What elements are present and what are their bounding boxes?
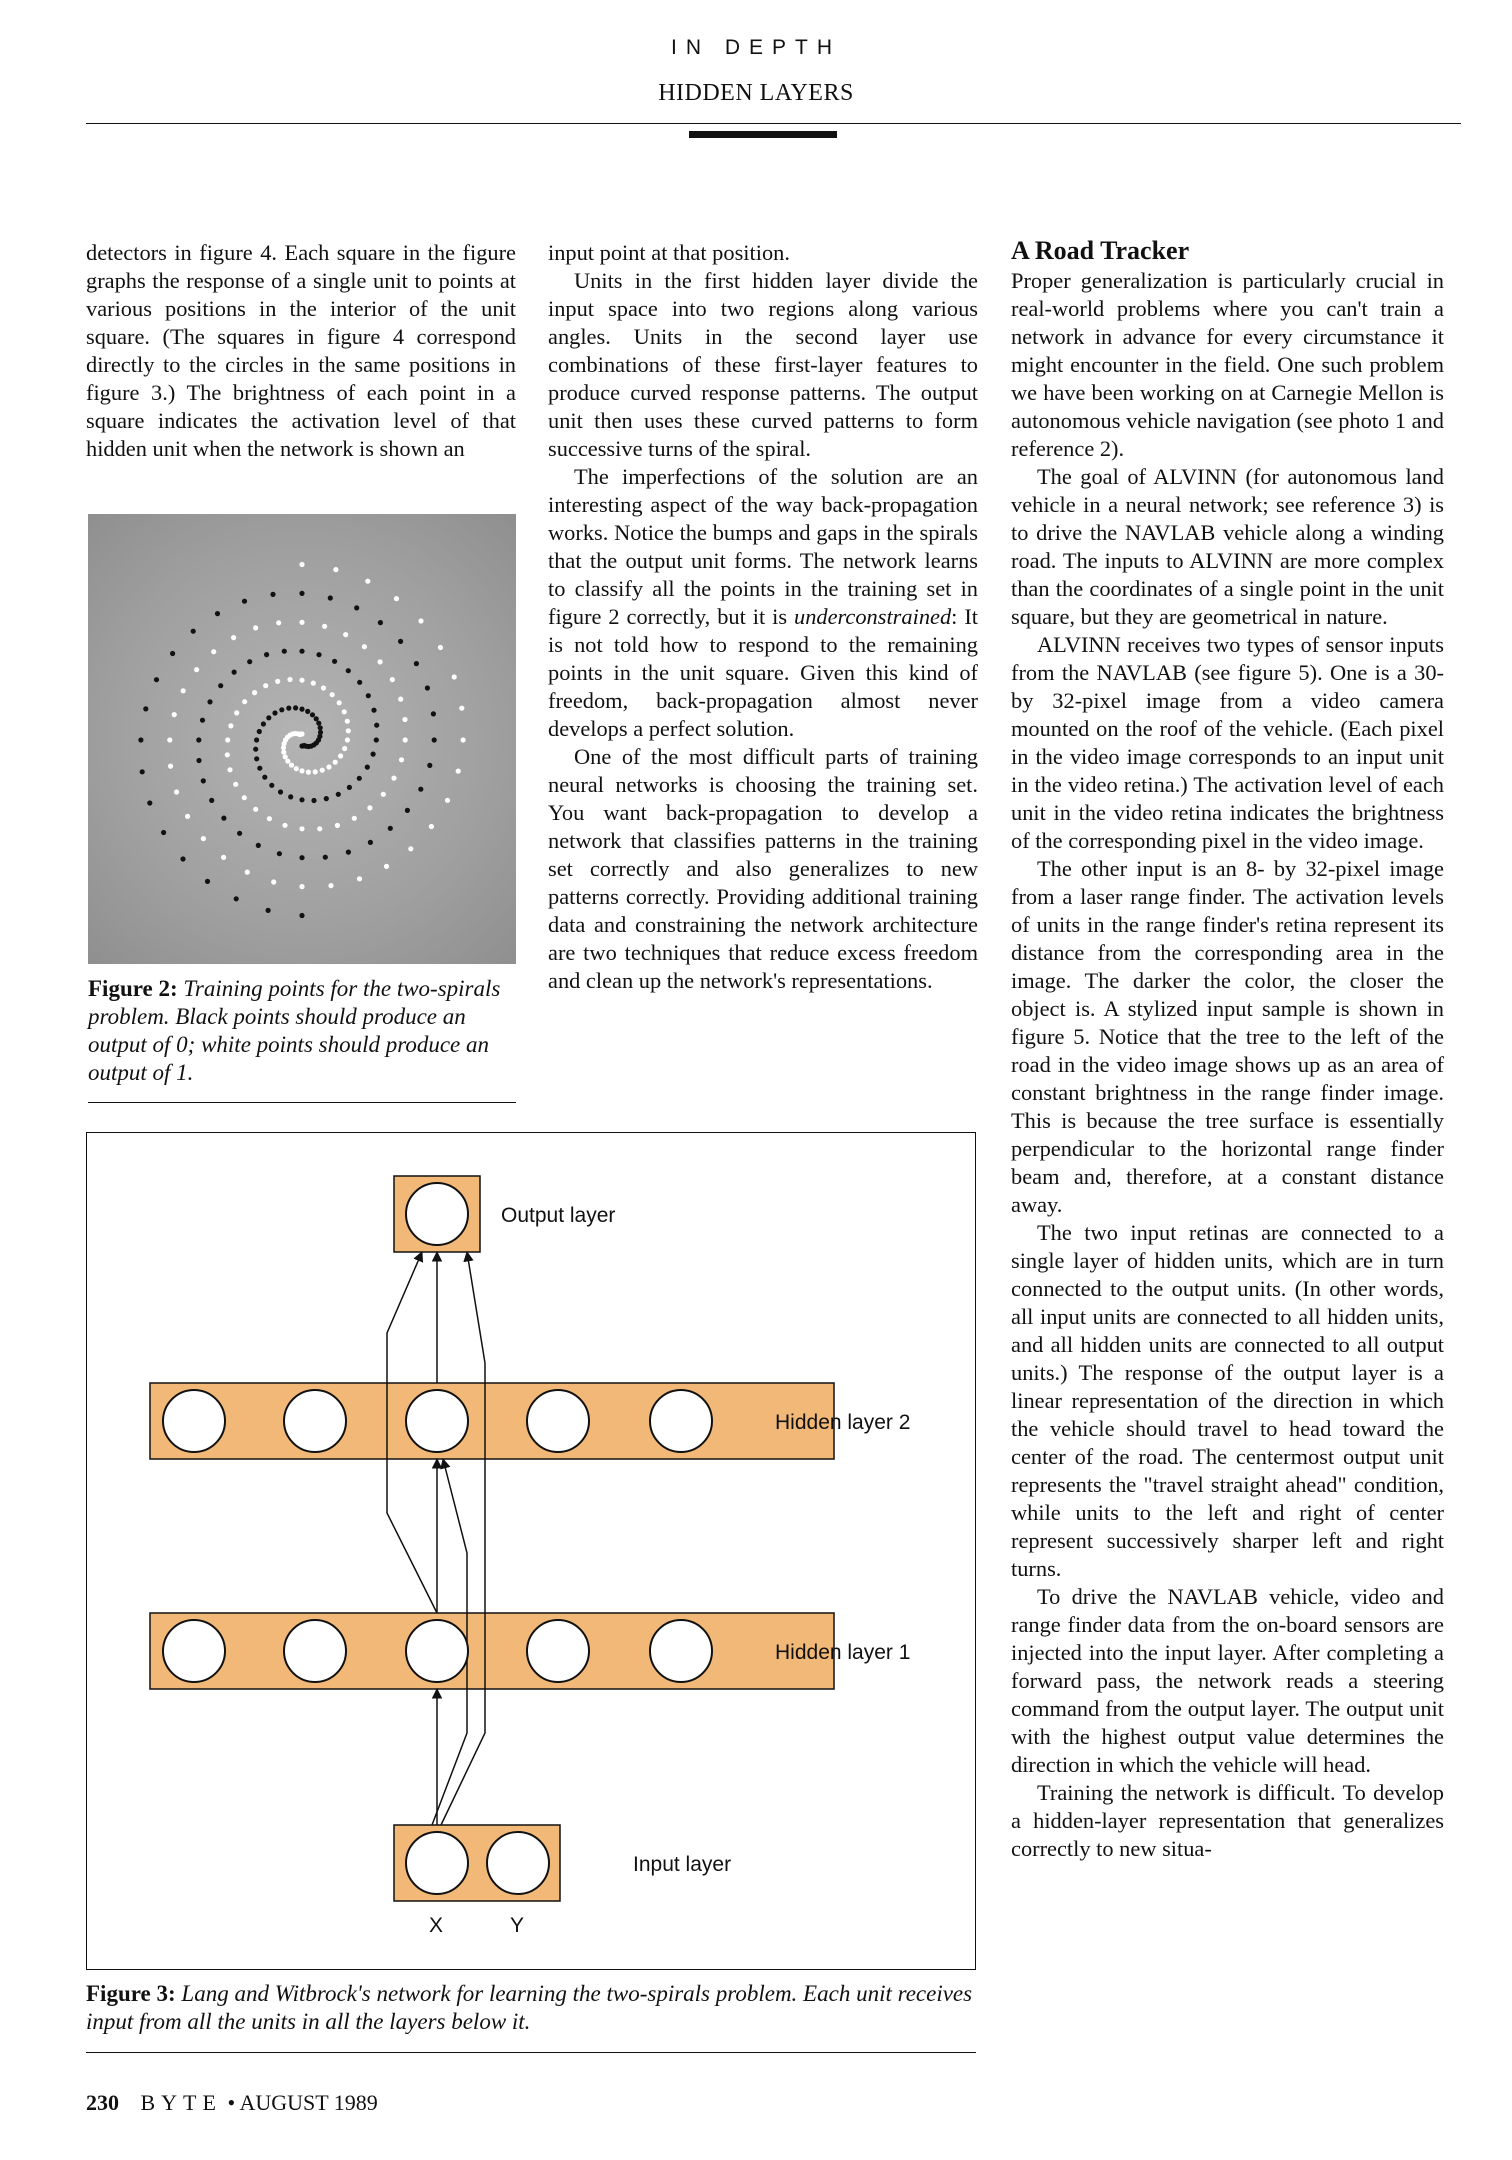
- black-training-point: [138, 737, 143, 742]
- white-training-point: [252, 690, 257, 695]
- white-training-point: [242, 795, 247, 800]
- figure-3-rule: [86, 2052, 976, 2053]
- white-training-point: [394, 596, 399, 601]
- black-training-point: [191, 629, 196, 634]
- hidden2-unit: [163, 1390, 225, 1452]
- white-training-point: [445, 798, 450, 803]
- black-training-point: [266, 908, 271, 913]
- white-training-point: [322, 624, 327, 629]
- black-training-point: [242, 599, 247, 604]
- paragraph-text: The imperfections of the solution are an interesting aspect of the way back-propagation works. Notice the bumps and gaps in the spirals that the output unit forms. The network learns to classify all the points in the training set in figure 2 correctly, but it is: [548, 464, 978, 629]
- white-training-point: [418, 618, 423, 623]
- black-training-point: [279, 707, 284, 712]
- white-training-point: [311, 681, 316, 686]
- white-training-point: [276, 620, 281, 625]
- black-training-point: [180, 856, 185, 861]
- hidden-layer-1-box: [150, 1613, 834, 1689]
- black-training-point: [378, 620, 383, 625]
- white-training-point: [299, 768, 304, 773]
- white-training-point: [201, 836, 206, 841]
- black-training-point: [286, 706, 291, 711]
- black-training-point: [200, 718, 205, 723]
- white-training-point: [228, 723, 233, 728]
- hidden1-unit: [650, 1620, 712, 1682]
- paragraph: input point at that position.: [548, 240, 790, 265]
- white-training-point: [267, 816, 272, 821]
- black-training-point: [388, 826, 393, 831]
- page-number: 230: [86, 2090, 119, 2115]
- white-training-point: [346, 728, 351, 733]
- black-training-point: [366, 693, 371, 698]
- black-training-point: [299, 707, 304, 712]
- white-training-point: [281, 745, 286, 750]
- input-x-label: X: [429, 1914, 444, 1937]
- header-bar: [689, 131, 837, 138]
- white-training-point: [362, 644, 367, 649]
- black-training-point: [299, 649, 304, 654]
- black-training-point: [209, 798, 214, 803]
- white-training-point: [452, 674, 457, 679]
- black-training-point: [299, 591, 304, 596]
- black-training-point: [161, 830, 166, 835]
- black-training-point: [371, 752, 376, 757]
- black-training-point: [365, 765, 370, 770]
- input-unit-y: [487, 1832, 549, 1894]
- white-training-point: [330, 692, 335, 697]
- spiral-points: [88, 514, 516, 964]
- hidden2-unit: [406, 1390, 468, 1452]
- white-training-point: [231, 635, 236, 640]
- white-training-point: [342, 709, 347, 714]
- white-training-point: [402, 717, 407, 722]
- white-training-point: [335, 823, 340, 828]
- black-training-point: [357, 776, 362, 781]
- white-training-point: [357, 876, 362, 881]
- white-training-point: [384, 864, 389, 869]
- black-training-point: [256, 843, 261, 848]
- figure-3-label: Figure 3:: [86, 1981, 176, 2006]
- black-training-point: [354, 605, 359, 610]
- black-training-point: [170, 651, 175, 656]
- black-training-point: [346, 850, 351, 855]
- white-training-point: [342, 746, 347, 751]
- white-training-point: [328, 883, 333, 888]
- output-unit: [406, 1183, 468, 1245]
- black-training-point: [310, 712, 315, 717]
- magazine-name: BYTE: [140, 2090, 222, 2115]
- paragraph: Training the network is difficult. To develop a hidden-layer representation that generalizes correctly to new situa-: [1011, 1780, 1444, 1861]
- black-training-point: [257, 766, 262, 771]
- black-training-point: [288, 794, 293, 799]
- black-training-point: [398, 639, 403, 644]
- black-training-point: [374, 737, 379, 742]
- hidden1-unit: [406, 1620, 468, 1682]
- white-training-point: [167, 737, 172, 742]
- black-training-point: [299, 855, 304, 860]
- black-training-point: [147, 800, 152, 805]
- emphasis-text: underconstrained: [794, 604, 952, 629]
- white-training-point: [275, 679, 280, 684]
- paragraph: detectors in figure 4. Each square in the figure graphs the response of a single unit to points at various positions in the interior of the unit square. (The squares in figure 4 correspond directly to the circles in the same positions in figure 3.) The brightness of each point in a square indicates the activation level of that hidden unit when the network is shown an: [86, 240, 516, 461]
- black-training-point: [328, 595, 333, 600]
- paragraph: Proper generalization is particularly crucial in real-world problems where you can't train a network in advance for every circumstance it might encounter in the field. One such problem we have been working on at Carnegie Mellon is autonomous vehicle navigation (see photo 1 and reference 2).: [1011, 268, 1444, 461]
- white-training-point: [181, 688, 186, 693]
- black-training-point: [405, 808, 410, 813]
- white-training-point: [365, 579, 370, 584]
- white-training-point: [299, 562, 304, 567]
- white-training-point: [245, 870, 250, 875]
- black-training-point: [414, 661, 419, 666]
- white-training-point: [227, 767, 232, 772]
- black-training-point: [316, 652, 321, 657]
- black-training-point: [425, 685, 430, 690]
- paragraph: The goal of ALVINN (for autonomous land vehicle in a neural network; see reference 3) is to drive the NAVLAB vehicle along a winding road. The inputs to ALVINN are more complex than the coordinates of a single point in the unit square, but they are geometrical in nature.: [1011, 464, 1444, 629]
- black-training-point: [305, 709, 310, 714]
- black-training-point: [314, 716, 319, 721]
- black-training-point: [264, 652, 269, 657]
- black-training-point: [218, 683, 223, 688]
- figure-3-network-diagram: [86, 1132, 976, 1970]
- paragraph: One of the most difficult parts of training neural networks is choosing the training set. You want back-propagation to develop a network that classifies patterns in the training set correctly and also generalizes to new patterns correctly. Providing additional training data and constraining the network architecture are two techniques that reduce excess freedom and clean up the network's representations.: [548, 744, 978, 993]
- white-training-point: [333, 567, 338, 572]
- black-training-point: [347, 785, 352, 790]
- black-training-point: [269, 783, 274, 788]
- black-training-point: [221, 816, 226, 821]
- section-kicker: IN DEPTH: [670, 36, 841, 59]
- black-training-point: [277, 851, 282, 856]
- white-training-point: [281, 750, 286, 755]
- black-training-point: [154, 677, 159, 682]
- paragraph: Units in the first hidden layer divide the input space into two regions along various angles. Units in the second layer use combinations of these first-layer features to produce curved response patterns. The output unit then uses these curved patterns to form successive turns of the spiral.: [548, 268, 978, 461]
- black-training-point: [196, 758, 201, 763]
- white-training-point: [317, 826, 322, 831]
- black-training-point: [311, 798, 316, 803]
- black-training-point: [293, 705, 298, 710]
- black-training-point: [324, 796, 329, 801]
- figure-3-caption: [86, 1980, 986, 2036]
- connections: [387, 1252, 485, 1825]
- paragraph: The other input is an 8- by 32-pixel image from a laser range finder. The activation levels of units in the range finder's retina represent its distance from the corresponding area in the image. The darker the color, the closer the object is. A stylized input sample is shown in figure 5. Notice that the tree to the left of the road in the video image shows up as an area of constant brightness in the range finder image. This is because the tree surface is essentially perpendicular to the horizontal range finder beam and, therefore, at a constant distance away.: [1011, 856, 1444, 1217]
- white-training-point: [242, 699, 247, 704]
- hidden-layer-2-box: [150, 1383, 834, 1459]
- white-training-point: [299, 678, 304, 683]
- white-training-point: [338, 753, 343, 758]
- white-training-point: [174, 789, 179, 794]
- black-training-point: [261, 721, 266, 726]
- black-training-point: [278, 789, 283, 794]
- white-training-point: [429, 824, 434, 829]
- black-training-point: [205, 879, 210, 884]
- white-training-point: [289, 763, 294, 768]
- footer-separator: •: [227, 2090, 236, 2115]
- white-training-point: [321, 685, 326, 690]
- white-training-point: [263, 683, 268, 688]
- white-training-point: [294, 766, 299, 771]
- white-training-point: [378, 659, 383, 664]
- black-training-point: [247, 659, 252, 664]
- white-training-point: [345, 719, 350, 724]
- white-training-point: [282, 823, 287, 828]
- hidden-layer-1-label: Hidden layer 1: [775, 1641, 911, 1664]
- black-training-point: [332, 659, 337, 664]
- column-1: [86, 239, 516, 463]
- input-y-label: Y: [510, 1914, 525, 1937]
- black-training-point: [318, 725, 323, 730]
- white-training-point: [168, 764, 173, 769]
- hidden1-unit: [284, 1620, 346, 1682]
- white-training-point: [211, 649, 216, 654]
- white-training-point: [172, 712, 177, 717]
- black-training-point: [316, 721, 321, 726]
- figure-3-caption-text: Lang and Witbrock's network for learning the two-spirals problem. Each unit receives input from all the units in all the layers below it.: [86, 1981, 973, 2034]
- white-training-point: [234, 710, 239, 715]
- output-layer-label: Output layer: [501, 1204, 616, 1227]
- white-training-point: [233, 782, 238, 787]
- white-training-point: [185, 814, 190, 819]
- white-training-point: [287, 677, 292, 682]
- section-heading: A Road Tracker: [1011, 236, 1190, 265]
- black-training-point: [418, 787, 423, 792]
- paragraph: To drive the NAVLAB vehicle, video and range finder data from the on-board sensors are injected into the input layer. After completing a forward pass, the network reads a steering command from the output layer. The output unit with the highest output value determines the direction in which the vehicle will head.: [1011, 1584, 1444, 1777]
- white-training-point: [398, 697, 403, 702]
- white-training-point: [391, 776, 396, 781]
- figure-2-spiral-plot: [88, 514, 516, 964]
- black-training-point: [196, 737, 201, 742]
- black-training-point: [299, 913, 304, 918]
- header-rule: [86, 123, 1461, 124]
- white-training-point: [390, 677, 395, 682]
- column-3: [1011, 235, 1444, 1863]
- black-training-point: [254, 737, 259, 742]
- black-training-point: [201, 778, 206, 783]
- white-training-point: [225, 737, 230, 742]
- white-training-point: [459, 706, 464, 711]
- hidden2-unit: [527, 1390, 589, 1452]
- black-training-point: [234, 896, 239, 901]
- white-training-point: [326, 764, 331, 769]
- white-training-point: [225, 752, 230, 757]
- black-training-point: [272, 710, 277, 715]
- black-training-point: [282, 649, 287, 654]
- hidden1-unit: [527, 1620, 589, 1682]
- black-training-point: [318, 730, 323, 735]
- white-training-point: [283, 754, 288, 759]
- input-layer-label: Input layer: [633, 1853, 732, 1876]
- black-training-point: [431, 711, 436, 716]
- white-training-point: [352, 816, 357, 821]
- black-training-point: [357, 680, 362, 685]
- black-training-point: [323, 855, 328, 860]
- black-training-point: [270, 592, 275, 597]
- white-training-point: [299, 620, 304, 625]
- white-training-point: [438, 645, 443, 650]
- white-training-point: [271, 879, 276, 884]
- white-training-point: [461, 737, 466, 742]
- black-training-point: [215, 611, 220, 616]
- hidden2-unit: [650, 1390, 712, 1452]
- black-training-point: [143, 706, 148, 711]
- black-training-point: [207, 699, 212, 704]
- paragraph-text: : It is not told how to respond to the remaining points in the unit square. Given this kind of freedom, back-propagation almost never develops a perfect solution.: [548, 604, 978, 741]
- white-training-point: [399, 757, 404, 762]
- white-training-point: [403, 737, 408, 742]
- black-training-point: [432, 737, 437, 742]
- black-training-point: [254, 756, 259, 761]
- black-training-point: [266, 715, 271, 720]
- input-unit-x: [406, 1832, 468, 1894]
- white-training-point: [253, 807, 258, 812]
- white-training-point: [381, 792, 386, 797]
- black-training-point: [427, 763, 432, 768]
- column-2: [548, 239, 978, 995]
- black-training-point: [140, 769, 145, 774]
- black-training-point: [374, 723, 379, 728]
- paragraph: ALVINN receives two types of sensor inputs from the NAVLAB (see figure 5). One is a 30- by 32-pixel image from a video camera mounted on the roof of the vehicle. (Each pixel in the video image corresponds to an input unit in the video retina.) The activation level of each unit in the video retina indicates the brightness of the corresponding pixel in the video image.: [1011, 632, 1444, 853]
- white-training-point: [320, 768, 325, 773]
- white-training-point: [194, 667, 199, 672]
- white-training-point: [337, 700, 342, 705]
- white-training-point: [253, 625, 258, 630]
- white-training-point: [306, 770, 311, 775]
- hidden2-unit: [284, 1390, 346, 1452]
- black-training-point: [257, 729, 262, 734]
- black-training-point: [346, 668, 351, 673]
- black-training-point: [253, 747, 258, 752]
- white-training-point: [333, 760, 338, 765]
- black-training-point: [299, 797, 304, 802]
- figure-2-caption: [88, 975, 518, 1087]
- black-training-point: [371, 708, 376, 713]
- white-training-point: [456, 769, 461, 774]
- page-footer: [86, 2090, 378, 2116]
- article-title: HIDDEN LAYERS: [658, 80, 854, 106]
- hidden-layer-2-label: Hidden layer 2: [775, 1411, 911, 1434]
- black-training-point: [237, 831, 242, 836]
- white-training-point: [299, 826, 304, 831]
- paragraph: The two input retinas are connected to a single layer of hidden units, which are in turn connected to the output units. (In other words, all input units are connected to all hidden units, and all hidden units are connected to all output units.) The response of the output layer is a linear representation of the direction in which the vehicle should travel to head toward the center of the road. The centermost output unit represents the "travel straight ahead" condition, while units to the left and right of center represent successively sharper left and right turns.: [1011, 1220, 1444, 1581]
- figure-2-label: Figure 2:: [88, 976, 178, 1001]
- white-training-point: [313, 769, 318, 774]
- black-training-point: [368, 840, 373, 845]
- hidden1-unit: [163, 1620, 225, 1682]
- figure-2-rule: [88, 1102, 516, 1103]
- network-svg: [87, 1133, 975, 1969]
- black-training-point: [232, 670, 237, 675]
- black-training-point: [336, 792, 341, 797]
- white-training-point: [343, 632, 348, 637]
- white-training-point: [345, 737, 350, 742]
- white-training-point: [299, 884, 304, 889]
- white-training-point: [408, 846, 413, 851]
- issue-date: AUGUST 1989: [239, 2090, 378, 2115]
- white-training-point: [221, 855, 226, 860]
- black-training-point: [262, 775, 267, 780]
- white-training-point: [367, 805, 372, 810]
- figure-2-caption-text: Training points for the two-spirals problem. Black points should produce an output of 0; white points should produce an output of 1.: [88, 976, 501, 1085]
- paragraph: [548, 463, 978, 743]
- white-training-point: [285, 759, 290, 764]
